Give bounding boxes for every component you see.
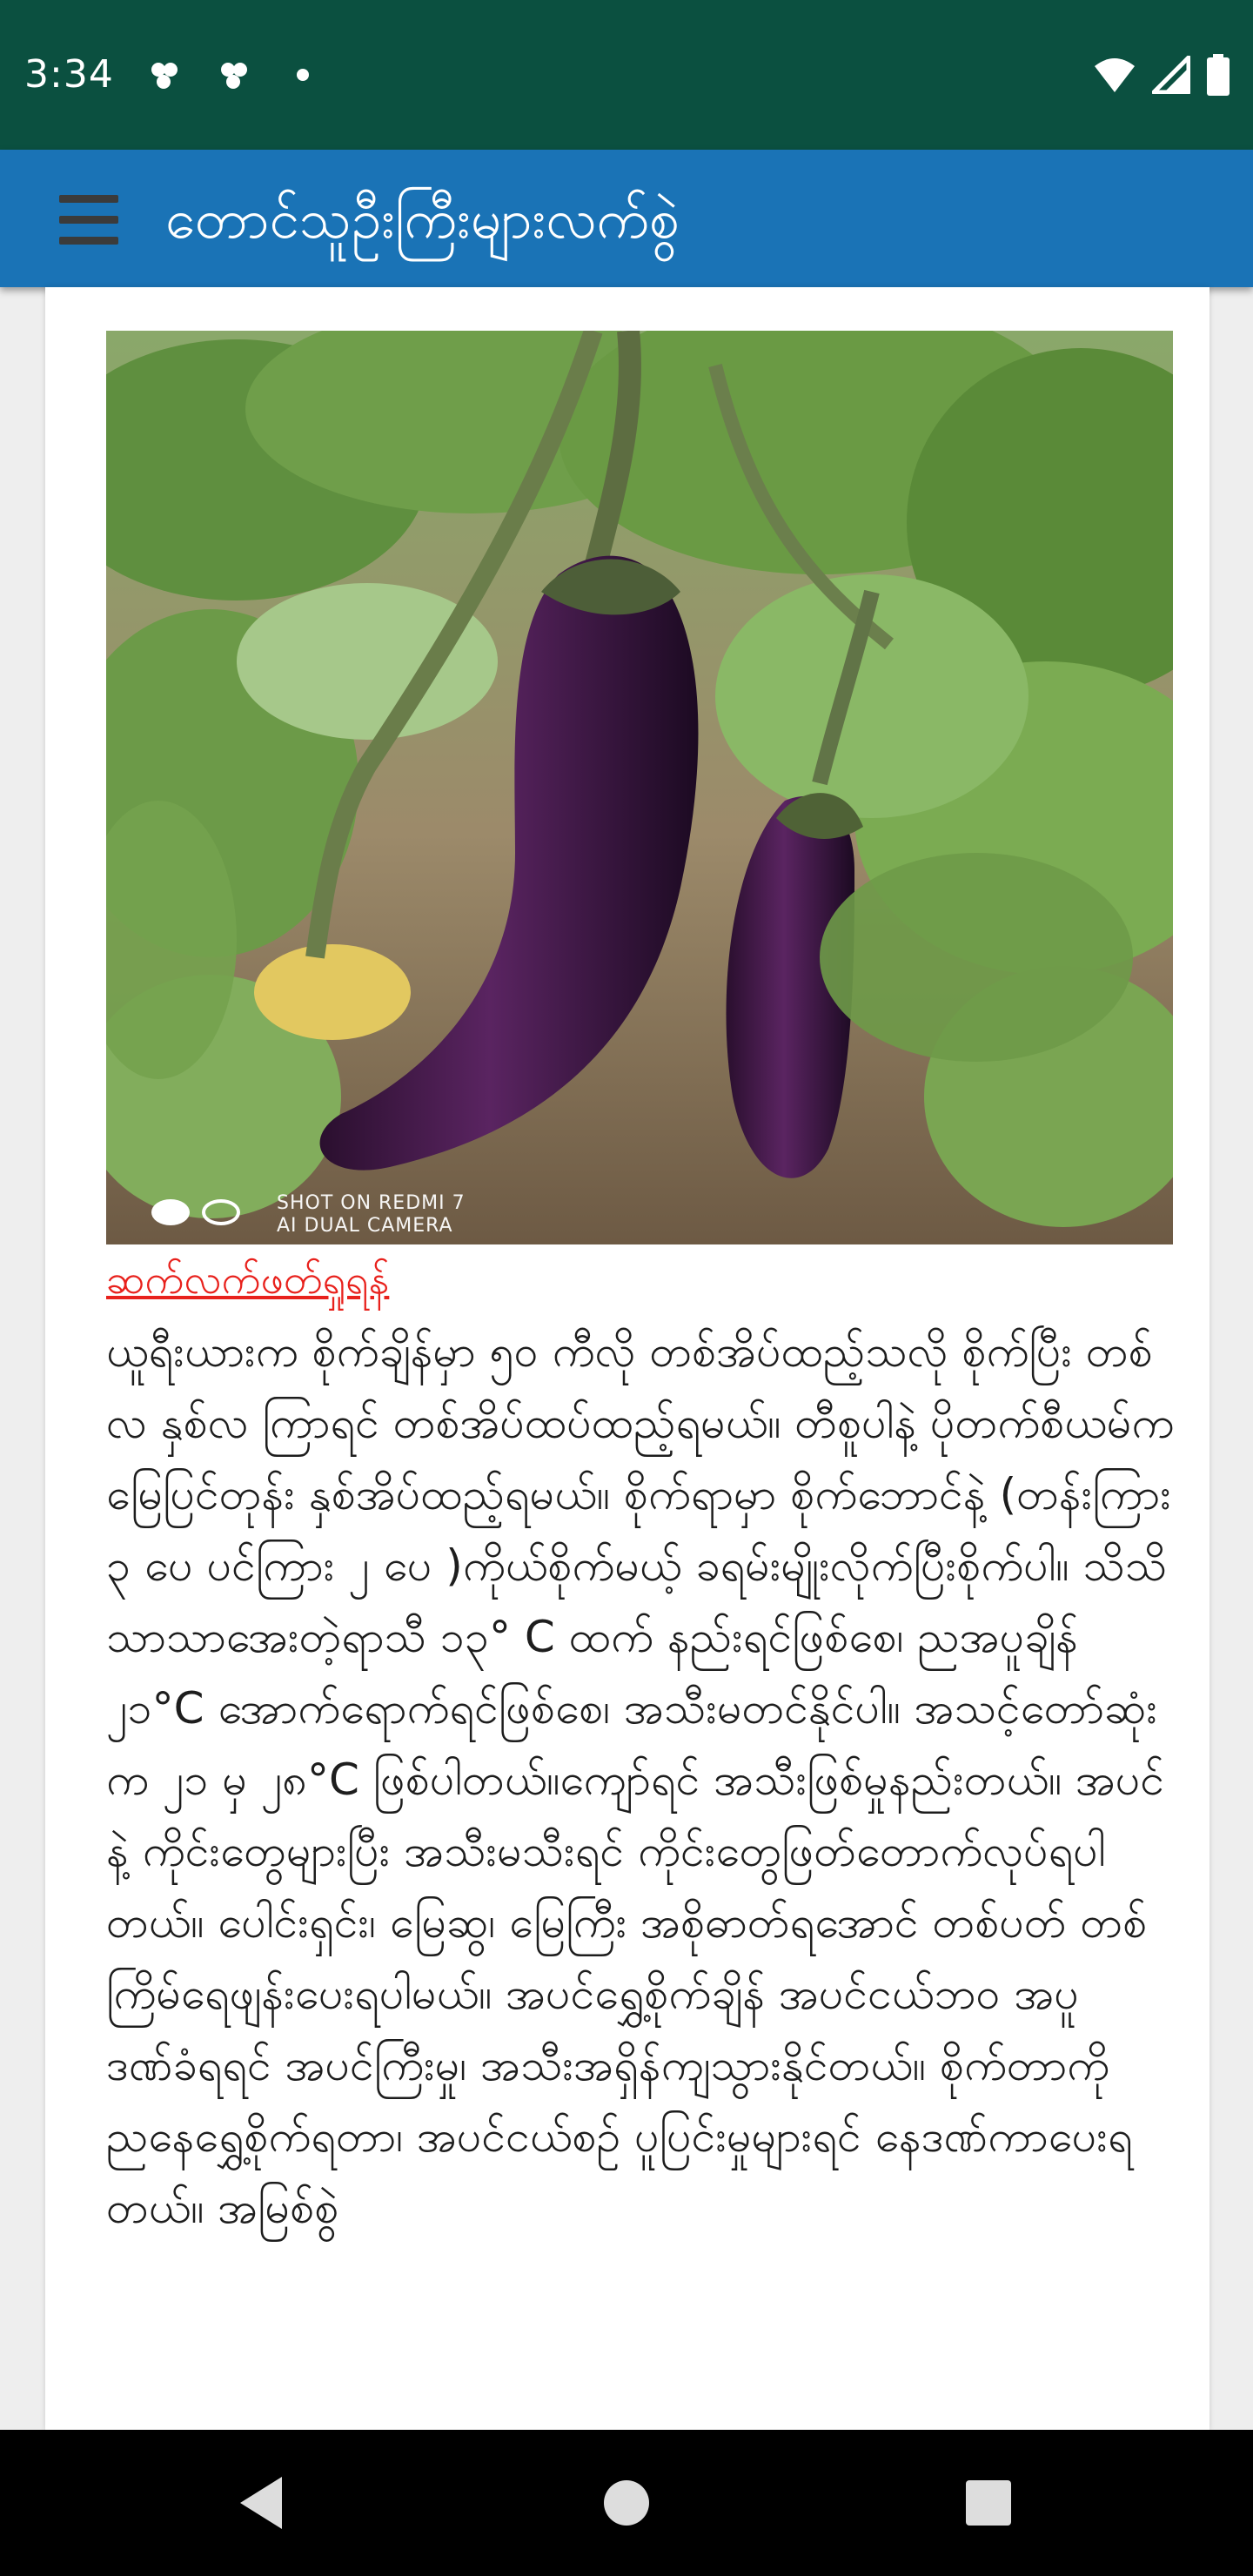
watermark-line-1: SHOT ON REDMI 7 — [277, 1192, 466, 1214]
carousel-dots[interactable] — [151, 1199, 240, 1225]
battery-icon — [1206, 54, 1230, 96]
camera-watermark — [277, 1192, 466, 1238]
app-title: တောင်သူဦးကြီးများလက်စွဲ — [165, 187, 680, 251]
system-icons — [1093, 54, 1230, 96]
article-body: ယူရီးယားက စိုက်ချိန်မှာ ၅၀ ကီလို တစ်အိပ်ထည့်သလို စိုက်ပြီး တစ်လ နှစ်လ ကြာရင် တစ်အိပ်ထပ်ထည့်ရမယ်။ တီစူပါနဲ့ ပိုတက်စီယမ်က မြေပြင်တုန်း နှစ်အိပ်ထည့်ရမယ်။ စိုက်ရာမှာ စိုက်ဘောင်နဲ့ (တန်းကြား ၃ ပေ ပင်ကြား ၂ ပေ )ကိုယ်စိုက်မယ့် ခရမ်းမျိုးလိုက်ပြီးစိုက်ပါ။ သိသိသာသာအေးတဲ့ရာသီ ၁၃° C ထက် နည်းရင်ဖြစ်စေ၊ ညအပူချိန် ၂၁°C အောက်ရောက်ရင်ဖြစ်စေ၊ အသီးမတင်နိုင်ပါ။ အသင့်တော်ဆုံးက ၂၁ မှ ၂၈°C ဖြစ်ပါတယ်။ကျော်ရင် အသီးဖြစ်မှုနည်းတယ်။ အပင်နဲ့ ကိုင်းတွေများပြီး အသီးမသီးရင် ကိုင်းတွေဖြတ်တောက်လုပ်ရပါတယ်။ ပေါင်းရှင်း၊ မြေဆွ၊ မြေကြီး အစိုဓာတ်ရအောင် တစ်ပတ် တစ်ကြိမ်ရေဖျန်းပေးရပါမယ်။ အပင်ရွှေ့စိုက်ချိန် အပင်ငယ်ဘဝ အပူဒဏ်ခံရရင် အပင်ကြီးမှု၊ အသီးအရှိန်ကျသွားနိုင်တယ်။ စိုက်တာကို ညနေရွှေ့စိုက်ရတာ၊ အပင်ငယ်စဉ် ပူပြင်းမှုများရင် နေဒဏ်ကာပေးရတယ်။ အမြစ်စွဲ — [106, 1326, 1175, 2233]
article-image[interactable] — [106, 331, 1173, 1244]
menu-button[interactable] — [54, 184, 124, 254]
dot-icon — [285, 57, 320, 92]
notification-icons — [146, 57, 320, 92]
signal-icon — [1152, 56, 1190, 94]
eggplant-photo — [106, 331, 1173, 1244]
app-bar — [0, 150, 1253, 287]
watermark-line-2: AI DUAL CAMERA — [277, 1215, 453, 1237]
carousel-dot-active[interactable] — [151, 1199, 190, 1225]
article-card — [45, 287, 1209, 2430]
status-bar — [0, 0, 1253, 150]
menu-icon — [59, 216, 118, 224]
menu-icon — [59, 195, 118, 203]
back-icon[interactable] — [231, 2470, 298, 2536]
home-icon[interactable] — [593, 2470, 660, 2536]
app-notification-icon — [146, 57, 181, 92]
status-time: 3:34 — [24, 52, 114, 97]
recents-icon[interactable] — [955, 2470, 1022, 2536]
carousel-dot[interactable] — [202, 1199, 240, 1225]
read-more-link[interactable]: ဆက်လက်ဖတ်ရှုရန် — [106, 1256, 390, 1303]
wifi-icon — [1093, 56, 1136, 94]
app-notification-icon — [216, 57, 251, 92]
navigation-bar — [0, 2430, 1253, 2576]
menu-icon — [59, 237, 118, 245]
